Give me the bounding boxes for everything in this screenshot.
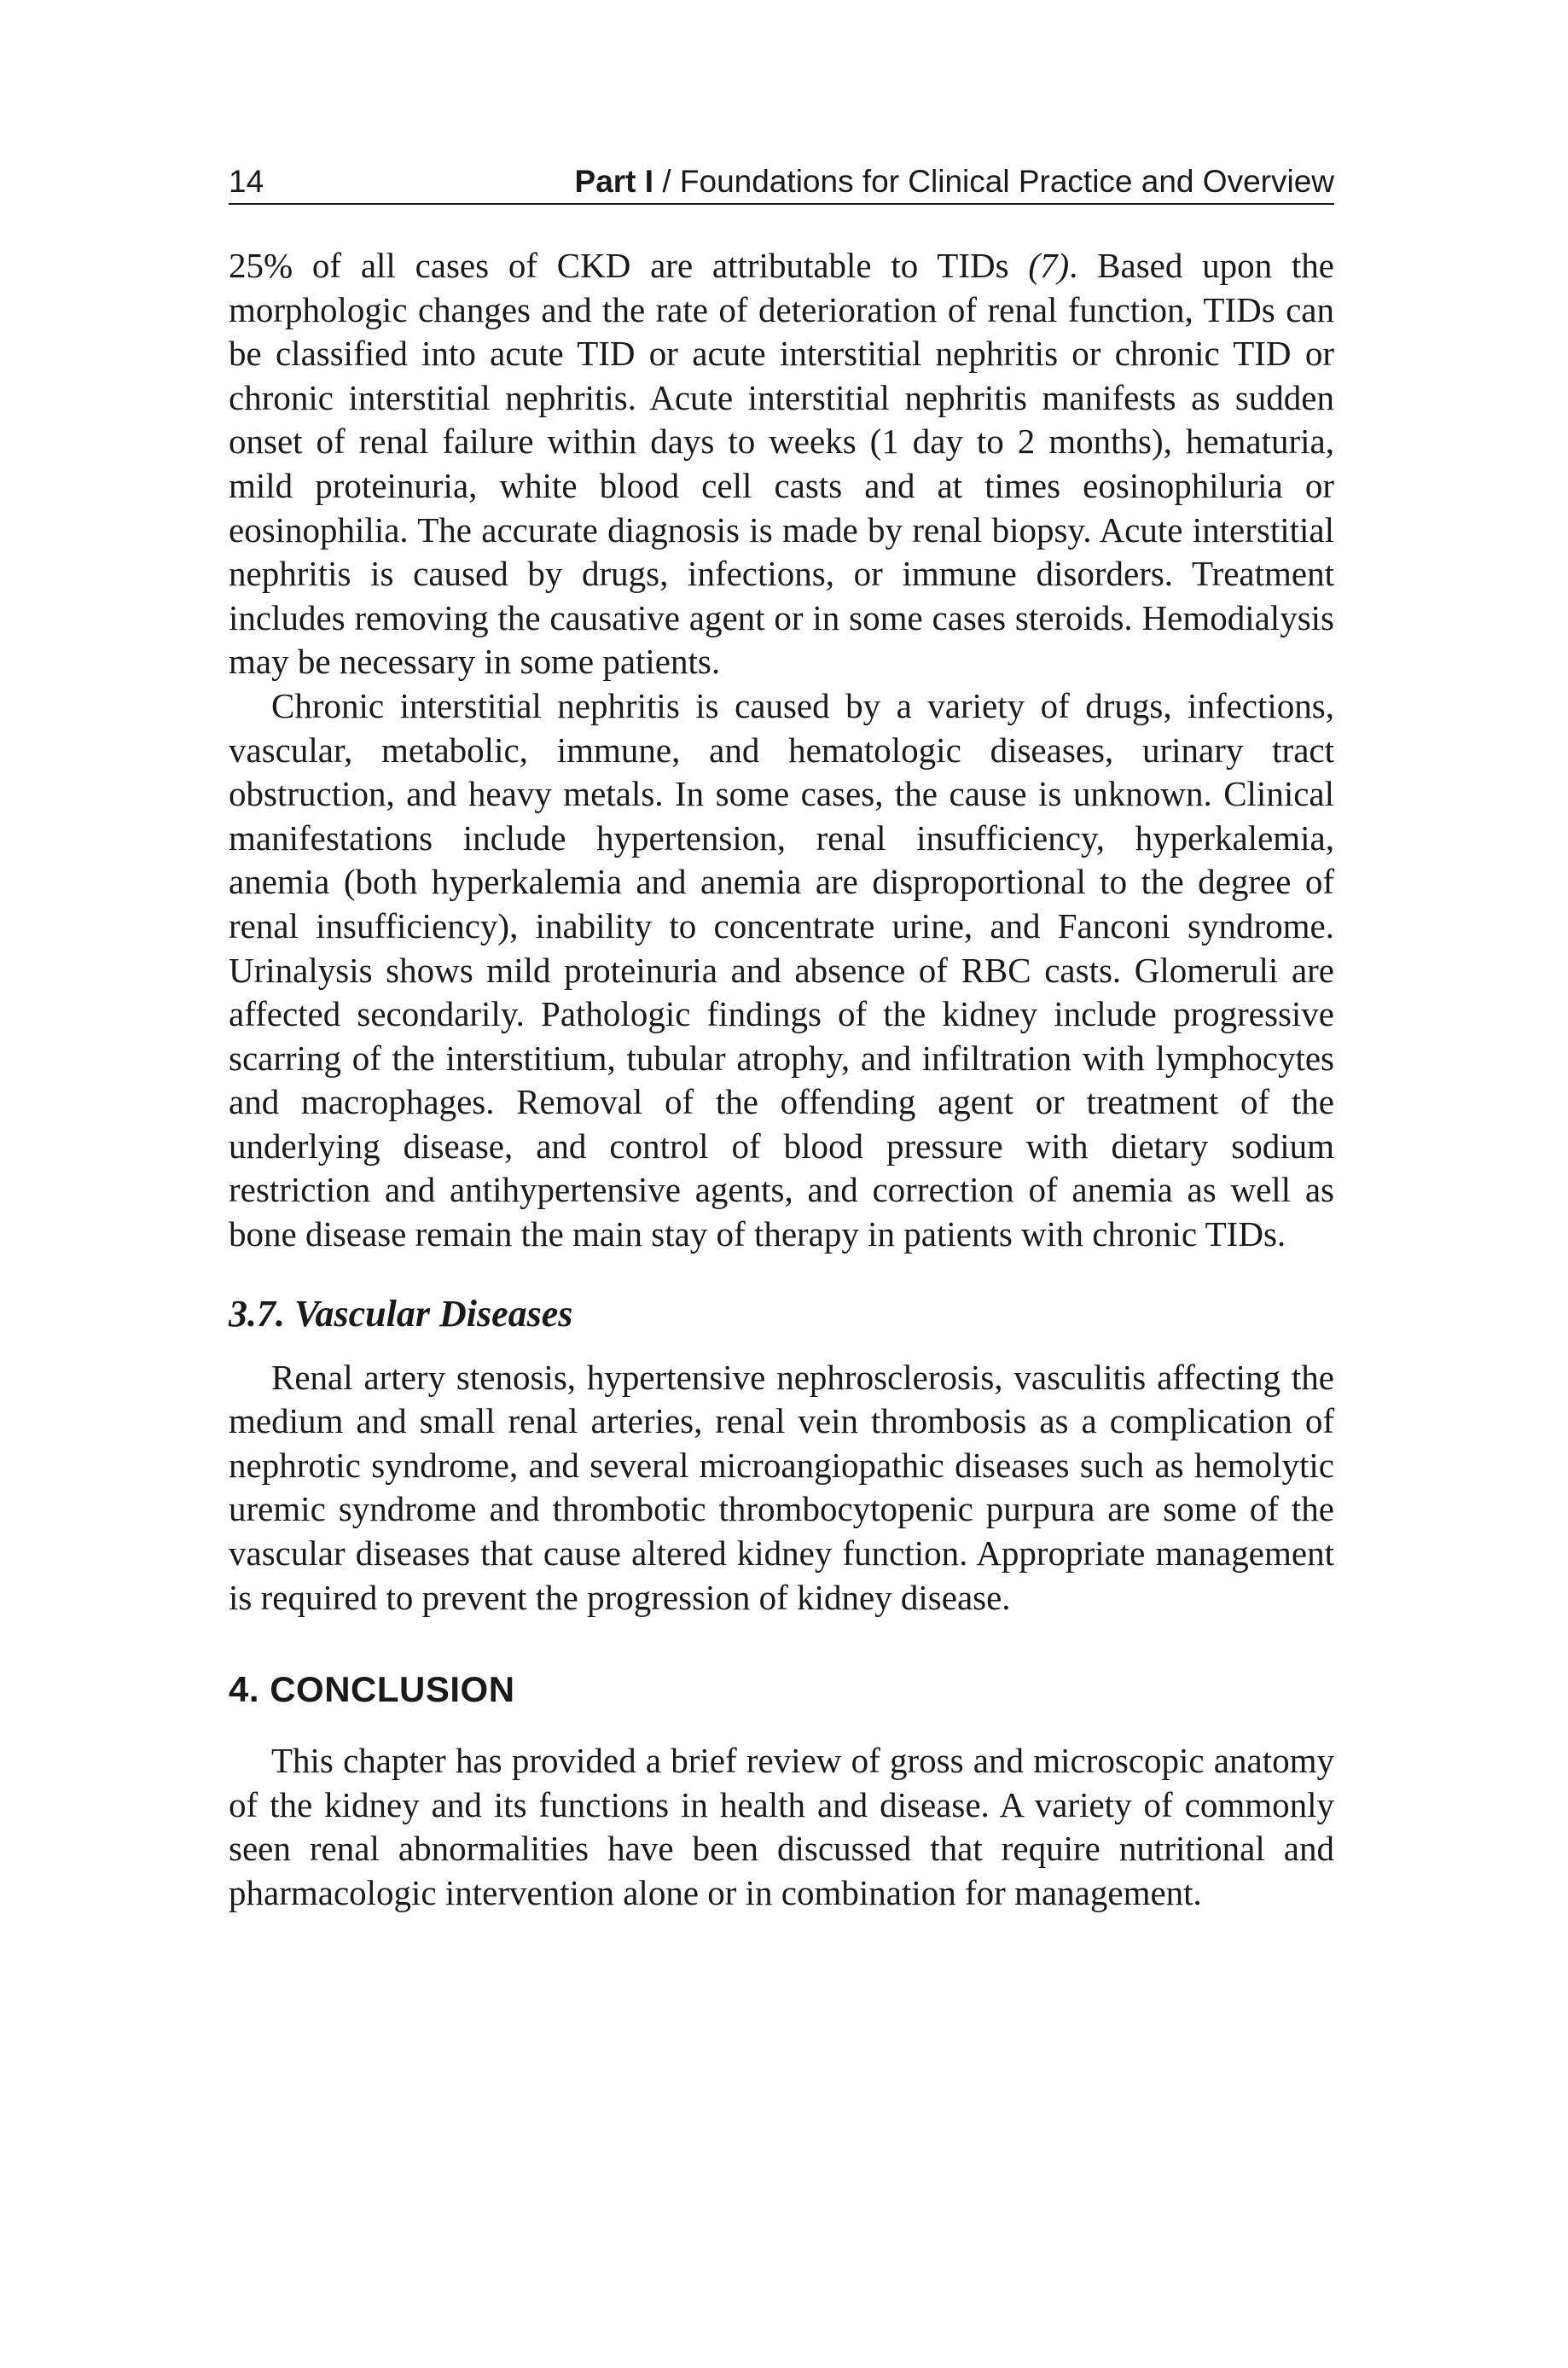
section-heading-conclusion: 4. CONCLUSION: [229, 1669, 515, 1710]
paragraph-tid-classification: [229, 244, 1334, 684]
running-title-separator: /: [653, 164, 680, 199]
page-number: 14: [229, 164, 264, 199]
running-title-text: Foundations for Clinical Practice and Overview: [679, 164, 1334, 199]
paragraph-text: . Based upon the morphologic changes and the rate of deterioration of renal function, TIDs can be classified into acute TID or acute interstitial nephritis or chronic TID or chronic interstitial nephritis. Acute interstitial nephritis manifests as sudden onset of renal failure within days to weeks (1 day to 2 months), hematuria, mild proteinuria, white blood cell casts and at times eosinophiluria or eosinophilia. The accurate diagnosis is made by renal biopsy. Acute interstitial nephritis is caused by drugs, infections, or immune disorders. Treatment includes removing the causative agent or in some cases steroids. Hemodialysis may be necessary in some patients.: [229, 246, 1334, 682]
running-head: [229, 159, 1334, 205]
paragraph-vascular-diseases: Renal artery stenosis, hypertensive nephrosclerosis, vasculitis affecting the medium and small renal arteries, renal vein thrombosis as a complication of nephrotic syndrome, and several microangiopathic diseases such as hemolytic uremic syndrome and thrombotic thrombocytopenic purpura are some of the vascular diseases that cause altered kidney function. Appropriate management is required to prevent the progression of kidney disease.: [229, 1357, 1334, 1617]
paragraph-chronic-interstitial-nephritis: Chronic interstitial nephritis is caused by a variety of drugs, infections, vascular, metabolic, immune, and hematologic diseases, urinary tract obstruction, and heavy metals. In some cases, the cause is unknown. Clinical manifestations include hypertension, renal insufficiency, hyperkalemia, anemia (both hyperkalemia and anemia are disproportional to the degree of renal insufficiency), inability to concentrate urine, and Fanconi syndrome. Urinalysis shows mild proteinuria and absence of RBC casts. Glomeruli are affected secondarily. Pathologic findings of the kidney include progressive scarring of the interstitium, tubular atrophy, and infiltration with lymphocytes and macrophages. Removal of the offending agent or treatment of the underlying disease, and control of blood pressure with dietary sodium restriction and antihypertensive agents, and correction of anemia as well as bone disease remain the main stay of therapy in patients with chronic TIDs.: [229, 685, 1334, 1254]
section-heading-vascular-diseases: 3.7. Vascular Diseases: [229, 1292, 573, 1335]
citation-reference: (7): [1028, 246, 1070, 285]
part-label: Part I: [574, 164, 654, 199]
paragraph-conclusion: This chapter has provided a brief review of gross and microscopic anatomy of the kidney and its functions in health and disease. A variety of commonly seen renal abnormalities have been discussed that require nutritional and pharmacologic intervention alone or in combination for management.: [229, 1741, 1334, 1912]
body-text: [229, 244, 1334, 1916]
running-title: [575, 164, 1334, 200]
paragraph-text: 25% of all cases of CKD are attributable to TIDs: [229, 246, 1029, 285]
